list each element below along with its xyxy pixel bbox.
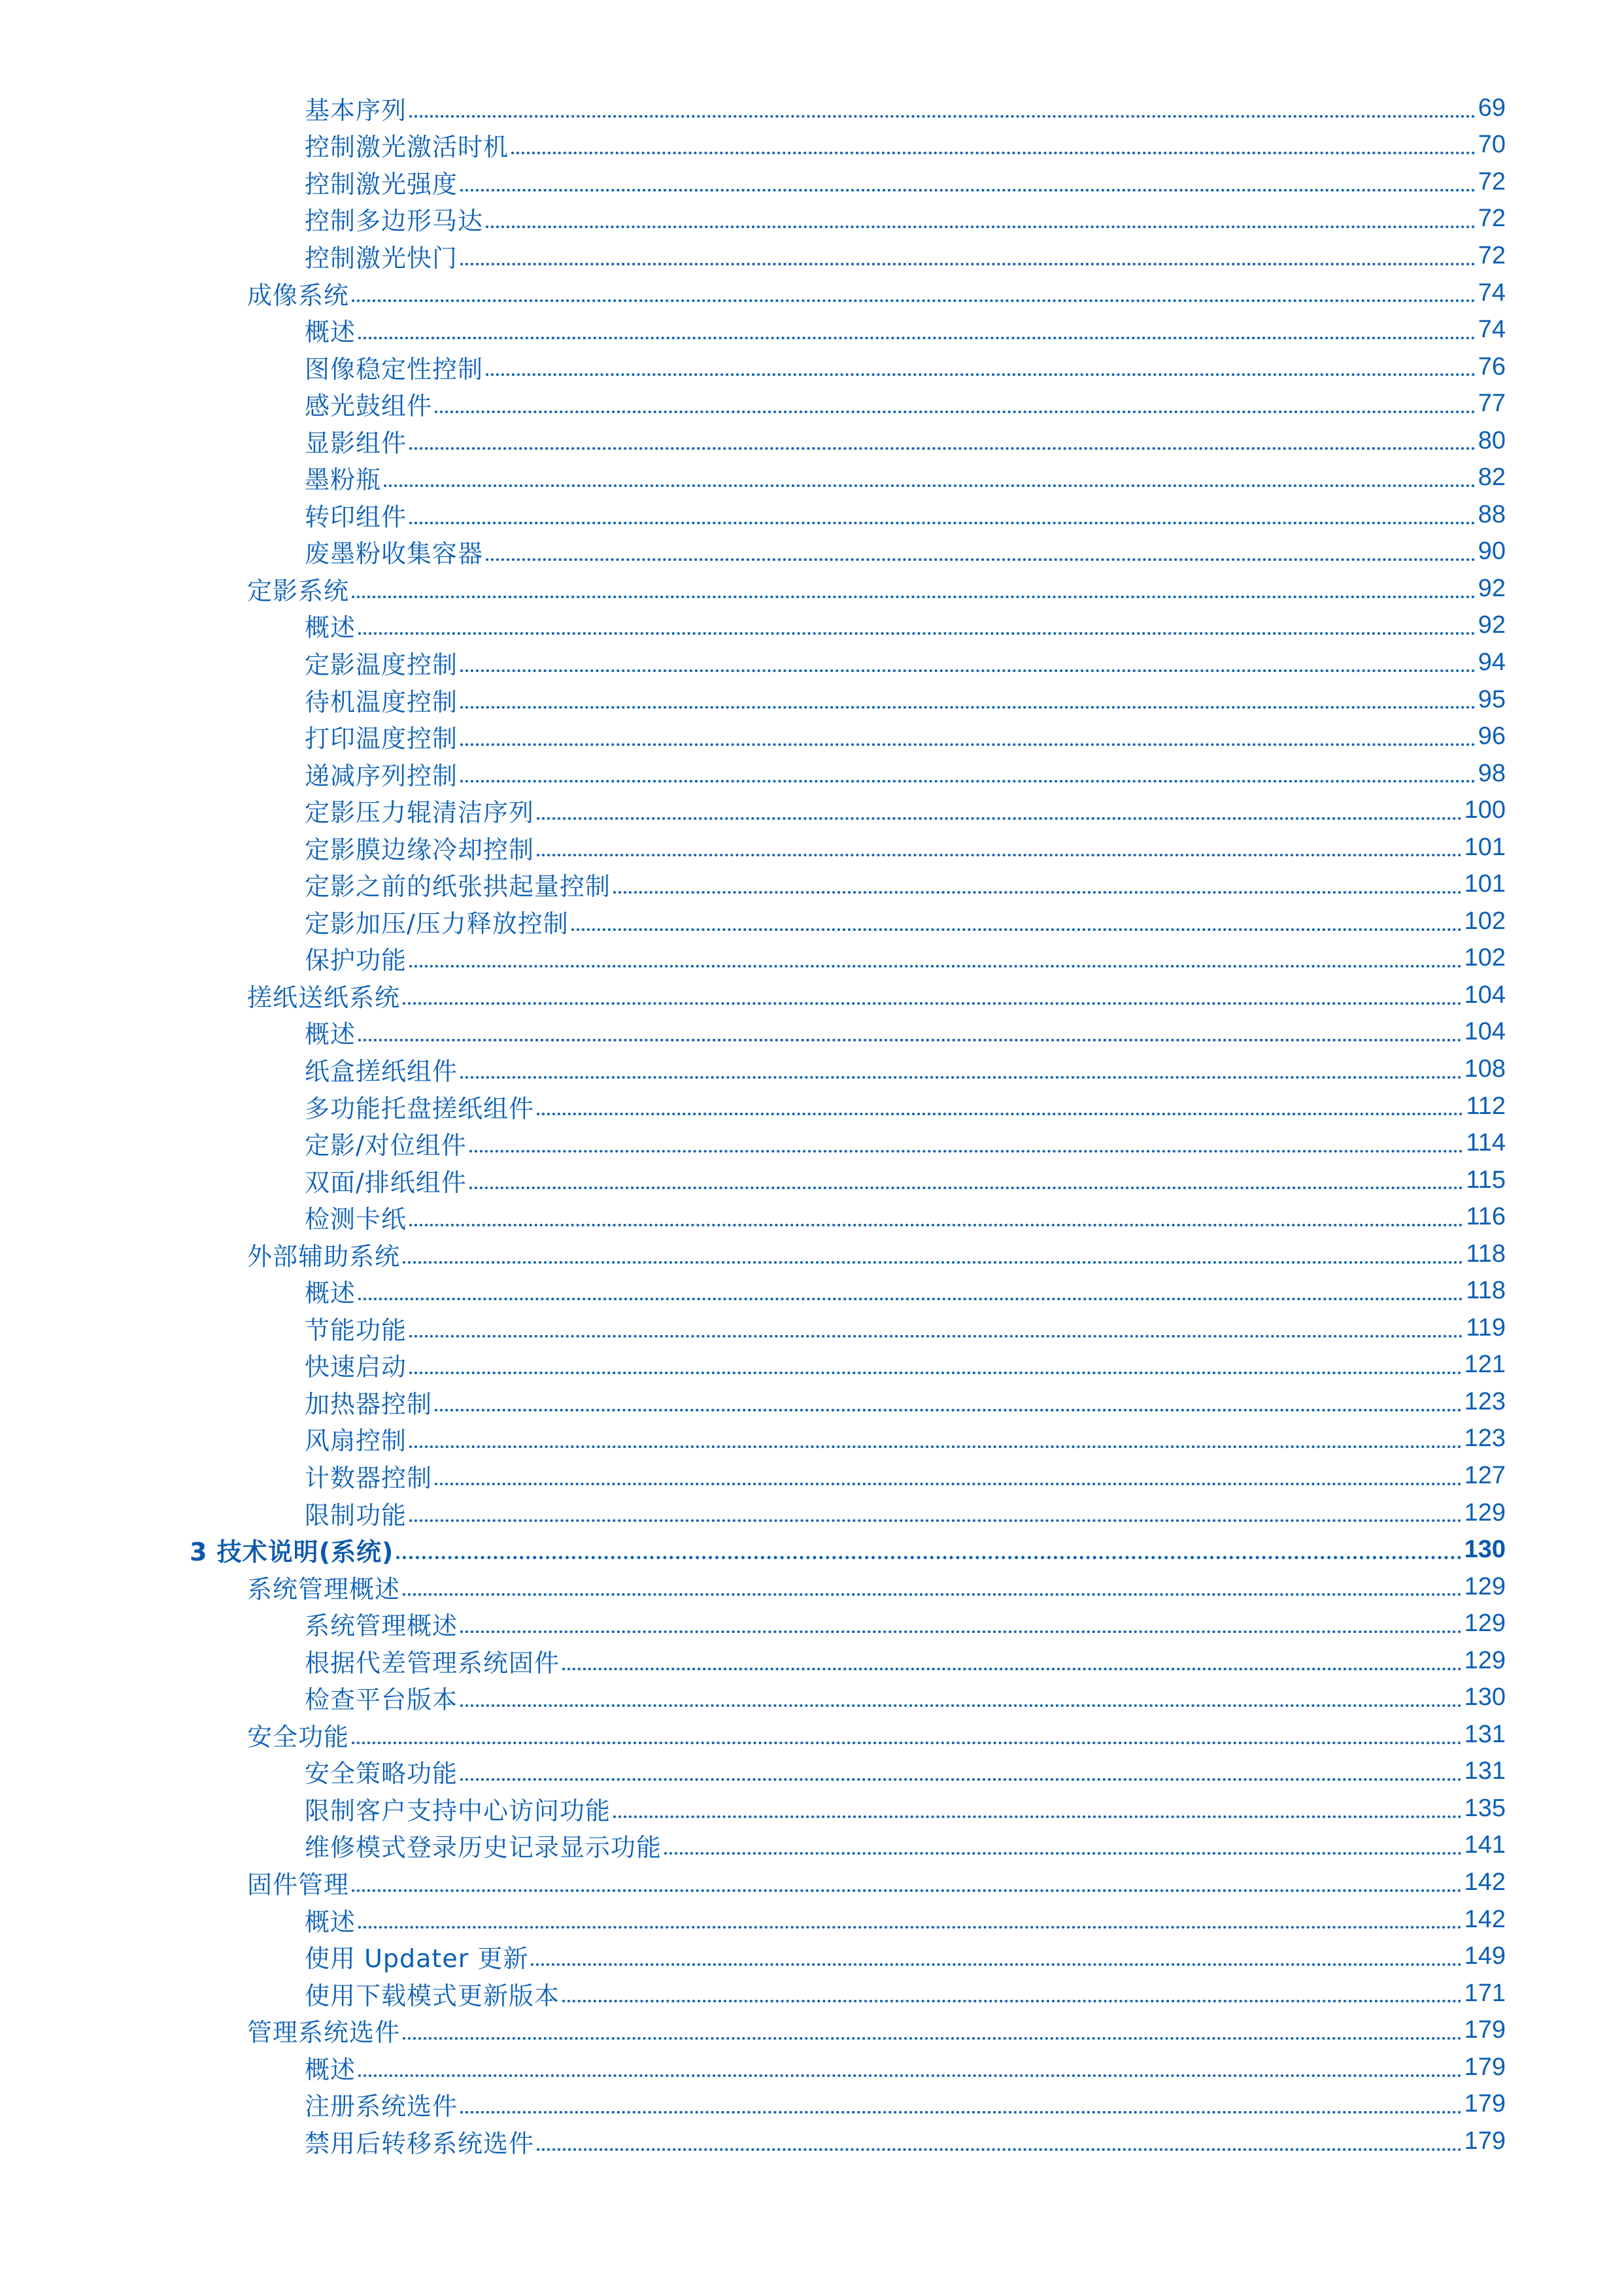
toc-entry-page-number: 69 — [1478, 93, 1506, 122]
toc-entry[interactable] — [0, 201, 1506, 238]
toc-entry-title: 定影/对位组件 — [305, 1131, 467, 1160]
dot-leader — [409, 1224, 1463, 1226]
toc-entry[interactable] — [0, 2049, 1506, 2086]
toc-entry-page-number: 123 — [1464, 1387, 1506, 1415]
toc-entry[interactable] — [0, 570, 1506, 607]
dot-leader — [384, 484, 1476, 487]
toc-entry[interactable] — [0, 1236, 1506, 1273]
toc-entry[interactable] — [0, 1938, 1506, 1975]
toc-entry-title: 控制激光激活时机 — [305, 133, 509, 162]
dot-leader — [486, 558, 1476, 561]
toc-entry-title: 控制多边形马达 — [305, 207, 484, 236]
dot-leader — [460, 2111, 1462, 2114]
toc-entry[interactable] — [0, 1014, 1506, 1051]
toc-entry[interactable] — [0, 866, 1506, 903]
dot-leader — [537, 854, 1462, 856]
toc-entry-title: 感光鼓组件 — [305, 392, 433, 421]
toc-entry[interactable] — [0, 1457, 1506, 1494]
toc-entry[interactable] — [0, 607, 1506, 645]
toc-entry-page-number: 179 — [1464, 2090, 1506, 2118]
dot-leader — [537, 817, 1462, 820]
dot-leader — [409, 1372, 1462, 1374]
toc-entry-title: 显影组件 — [305, 428, 407, 458]
toc-entry-page-number: 102 — [1464, 944, 1506, 972]
toc-entry-title: 打印温度控制 — [305, 724, 458, 754]
toc-entry-title: 检查平台版本 — [305, 1685, 458, 1715]
toc-entry-page-number: 129 — [1464, 1646, 1506, 1674]
dot-leader — [460, 1076, 1462, 1079]
toc-entry-page-number: 119 — [1466, 1313, 1506, 1341]
toc-entry[interactable] — [0, 1309, 1506, 1347]
toc-entry-title: 3 技术说明(系统) — [190, 1538, 394, 1567]
toc-entry-title: 节能功能 — [305, 1315, 407, 1345]
toc-entry-title: 转印组件 — [305, 502, 407, 531]
toc-entry-title: 安全策略功能 — [305, 1759, 458, 1789]
toc-entry-page-number: 121 — [1464, 1351, 1506, 1379]
toc-entry[interactable] — [0, 977, 1506, 1014]
dot-leader — [409, 965, 1462, 968]
toc-entry[interactable] — [0, 1494, 1506, 1532]
toc-entry-page-number: 115 — [1466, 1166, 1506, 1194]
toc-entry[interactable] — [0, 1568, 1506, 1606]
dot-leader — [435, 411, 1476, 413]
toc-entry-page-number: 142 — [1464, 1905, 1506, 1933]
toc-entry-title: 图像稳定性控制 — [305, 354, 484, 384]
dot-leader — [358, 2074, 1462, 2077]
dot-leader — [403, 1261, 1463, 1264]
toc-entry-page-number: 149 — [1464, 1942, 1506, 1970]
toc-entry-title: 递减序列控制 — [305, 761, 458, 790]
toc-entry[interactable] — [0, 1347, 1506, 1384]
toc-entry-title: 使用 Updater 更新 — [305, 1944, 529, 1974]
toc-entry-title: 快速启动 — [305, 1353, 407, 1382]
toc-entry-title: 固件管理 — [247, 1870, 350, 1900]
toc-entry-title: 限制功能 — [305, 1500, 407, 1530]
toc-entry[interactable] — [0, 311, 1506, 348]
dot-leader — [352, 1889, 1462, 1892]
dot-leader — [409, 115, 1476, 118]
toc-entry-page-number: 179 — [1464, 2016, 1506, 2044]
toc-entry[interactable] — [0, 237, 1506, 275]
dot-leader — [358, 632, 1476, 635]
dot-leader — [358, 1926, 1462, 1929]
toc-entry-title: 废墨粉收集容器 — [305, 539, 484, 569]
toc-entry[interactable] — [0, 681, 1506, 718]
toc-entry-title: 限制客户支持中心访问功能 — [305, 1796, 611, 1825]
toc-entry-page-number: 77 — [1478, 390, 1506, 418]
toc-entry-title: 禁用后转移系统选件 — [305, 2129, 535, 2158]
toc-entry[interactable] — [0, 792, 1506, 829]
toc-entry-page-number: 100 — [1464, 796, 1506, 824]
toc-entry-page-number: 92 — [1478, 574, 1506, 602]
toc-entry-title: 概述 — [305, 1907, 356, 1936]
toc-entry-title: 搓纸送纸系统 — [247, 983, 401, 1012]
toc-entry-page-number: 141 — [1464, 1831, 1506, 1859]
dot-leader — [460, 780, 1476, 783]
toc-entry-page-number: 72 — [1478, 205, 1506, 233]
toc-entry-title: 双面/排纸组件 — [305, 1168, 467, 1197]
dot-leader — [537, 2148, 1462, 2151]
toc-entry-page-number: 98 — [1478, 759, 1506, 787]
toc-entry[interactable] — [0, 1975, 1506, 2012]
toc-entry-title: 风扇控制 — [305, 1426, 407, 1456]
toc-entry-title: 概述 — [305, 2055, 356, 2084]
dot-leader — [435, 1483, 1462, 1485]
toc-entry-page-number: 70 — [1478, 131, 1506, 159]
toc-entry[interactable] — [0, 275, 1506, 312]
dot-leader — [469, 1187, 1464, 1189]
dot-leader — [358, 1039, 1462, 1041]
toc-entry-title: 定影系统 — [247, 576, 350, 605]
toc-entry-page-number: 96 — [1478, 722, 1506, 751]
toc-entry[interactable] — [0, 2012, 1506, 2049]
toc-entry-title: 维修模式登录历史记录显示功能 — [305, 1833, 662, 1863]
dot-leader — [409, 522, 1476, 524]
toc-entry-page-number: 101 — [1464, 833, 1506, 861]
table-of-contents — [0, 90, 1624, 2160]
dot-leader — [531, 1963, 1461, 1966]
toc-entry[interactable] — [0, 163, 1506, 201]
toc-entry-title: 安全功能 — [247, 1722, 350, 1751]
toc-entry-title: 控制激光强度 — [305, 169, 458, 199]
dot-leader — [403, 2037, 1462, 2040]
dot-leader — [486, 226, 1476, 228]
toc-entry[interactable] — [0, 90, 1506, 127]
toc-entry[interactable] — [0, 1088, 1506, 1125]
toc-entry[interactable] — [0, 1716, 1506, 1753]
toc-entry-title: 外部辅助系统 — [247, 1241, 401, 1271]
toc-entry[interactable] — [0, 829, 1506, 866]
toc-entry-title: 概述 — [305, 613, 356, 643]
toc-entry[interactable] — [0, 1642, 1506, 1679]
toc-entry-title: 定影之前的纸张拱起量控制 — [305, 872, 611, 902]
toc-entry-page-number: 135 — [1464, 1794, 1506, 1822]
toc-entry-page-number: 104 — [1464, 981, 1506, 1009]
toc-entry[interactable] — [0, 644, 1506, 681]
toc-entry-page-number: 142 — [1464, 1868, 1506, 1897]
toc-entry-title: 待机温度控制 — [305, 687, 458, 717]
toc-entry-title: 定影温度控制 — [305, 650, 458, 679]
toc-entry-title: 使用下载模式更新版本 — [305, 1981, 560, 2010]
toc-entry-title: 定影压力辊清洁序列 — [305, 798, 535, 828]
dot-leader — [358, 1298, 1463, 1300]
dot-leader — [460, 1704, 1462, 1707]
dot-leader — [460, 1630, 1462, 1633]
toc-entry[interactable] — [0, 718, 1506, 755]
toc-entry-page-number: 129 — [1464, 1572, 1506, 1600]
dot-leader — [460, 1778, 1462, 1781]
toc-entry-page-number: 171 — [1464, 1979, 1506, 2007]
toc-entry-title: 管理系统选件 — [247, 2018, 401, 2048]
toc-entry[interactable] — [0, 1162, 1506, 1199]
dot-leader — [460, 743, 1476, 746]
toc-entry-title: 基本序列 — [305, 95, 407, 125]
toc-entry-page-number: 102 — [1464, 907, 1506, 935]
toc-entry[interactable] — [0, 496, 1506, 533]
toc-entry-page-number: 74 — [1478, 278, 1506, 307]
toc-entry[interactable] — [0, 1753, 1506, 1791]
toc-entry-title: 概述 — [305, 318, 356, 347]
dot-leader — [469, 1150, 1464, 1153]
dot-leader — [613, 891, 1462, 894]
dot-leader — [409, 1445, 1462, 1448]
dot-leader — [460, 263, 1476, 265]
toc-entry-page-number: 90 — [1478, 537, 1506, 565]
toc-entry[interactable] — [0, 755, 1506, 792]
toc-entry[interactable] — [0, 940, 1506, 977]
toc-entry-title: 根据代差管理系统固件 — [305, 1648, 560, 1678]
dot-leader — [460, 706, 1476, 709]
toc-entry[interactable] — [0, 422, 1506, 460]
toc-entry-page-number: 116 — [1466, 1203, 1506, 1231]
toc-entry-page-number: 130 — [1464, 1536, 1506, 1564]
toc-entry[interactable] — [0, 2123, 1506, 2160]
dot-leader — [460, 189, 1476, 192]
dot-leader — [409, 1335, 1463, 1338]
toc-entry-title: 检测卡纸 — [305, 1205, 407, 1234]
toc-entry[interactable] — [0, 1531, 1506, 1568]
toc-entry[interactable] — [0, 1421, 1506, 1458]
toc-entry-title: 概述 — [305, 1279, 356, 1308]
dot-leader — [403, 1593, 1462, 1596]
toc-entry[interactable] — [0, 385, 1506, 422]
toc-entry-page-number: 82 — [1478, 464, 1506, 492]
toc-entry-title: 控制激光快门 — [305, 243, 458, 273]
toc-entry-page-number: 72 — [1478, 241, 1506, 269]
dot-leader — [409, 447, 1476, 450]
toc-entry-title: 纸盒搓纸组件 — [305, 1056, 458, 1086]
dot-leader — [511, 152, 1476, 154]
dot-leader — [562, 1668, 1462, 1670]
toc-entry[interactable] — [0, 1273, 1506, 1310]
toc-entry-title: 墨粉瓶 — [305, 465, 382, 495]
toc-entry-page-number: 129 — [1464, 1498, 1506, 1527]
toc-entry-title: 系统管理概述 — [247, 1574, 401, 1604]
toc-entry-page-number: 104 — [1464, 1018, 1506, 1046]
toc-entry[interactable] — [0, 1605, 1506, 1642]
toc-entry[interactable] — [0, 1051, 1506, 1088]
toc-entry-page-number: 92 — [1478, 611, 1506, 639]
toc-entry-page-number: 88 — [1478, 500, 1506, 528]
toc-entry-title: 定影加压/压力释放控制 — [305, 909, 569, 938]
toc-entry[interactable] — [0, 127, 1506, 164]
toc-entry[interactable] — [0, 1790, 1506, 1827]
toc-entry-title: 定影膜边缘冷却控制 — [305, 835, 535, 864]
dot-leader — [537, 1113, 1463, 1115]
toc-entry-page-number: 118 — [1466, 1277, 1506, 1305]
dot-leader — [435, 1409, 1462, 1411]
toc-entry-page-number: 127 — [1464, 1462, 1506, 1489]
toc-entry-page-number: 95 — [1478, 685, 1506, 713]
toc-entry-title: 多功能托盘搓纸组件 — [305, 1094, 535, 1123]
toc-entry-page-number: 72 — [1478, 167, 1506, 195]
toc-entry-page-number: 108 — [1464, 1054, 1506, 1083]
toc-entry-page-number: 76 — [1478, 352, 1506, 380]
toc-entry[interactable] — [0, 533, 1506, 571]
toc-entry-page-number: 114 — [1466, 1129, 1506, 1157]
dot-leader — [396, 1556, 1461, 1559]
dot-leader — [352, 1742, 1462, 1744]
toc-entry[interactable] — [0, 1383, 1506, 1421]
toc-entry-page-number: 123 — [1464, 1425, 1506, 1453]
toc-entry-title: 系统管理概述 — [305, 1611, 458, 1641]
toc-entry-page-number: 74 — [1478, 316, 1506, 344]
toc-entry[interactable] — [0, 903, 1506, 940]
toc-entry[interactable] — [0, 348, 1506, 386]
dot-leader — [486, 373, 1476, 376]
dot-leader — [352, 596, 1476, 598]
toc-entry-page-number: 129 — [1464, 1610, 1506, 1638]
toc-entry-title: 计数器控制 — [305, 1464, 433, 1493]
toc-entry[interactable] — [0, 1827, 1506, 1864]
dot-leader — [571, 928, 1462, 931]
dot-leader — [613, 1815, 1462, 1818]
toc-entry[interactable] — [0, 1124, 1506, 1162]
toc-entry[interactable] — [0, 459, 1506, 496]
toc-entry[interactable] — [0, 2086, 1506, 2123]
toc-entry-page-number: 101 — [1464, 870, 1506, 898]
dot-leader — [358, 337, 1476, 339]
dot-leader — [460, 669, 1476, 672]
dot-leader — [403, 1002, 1462, 1005]
toc-entry-page-number: 80 — [1478, 426, 1506, 454]
toc-entry[interactable] — [0, 1864, 1506, 1901]
toc-entry-title: 成像系统 — [247, 280, 350, 310]
toc-entry-title: 加热器控制 — [305, 1389, 433, 1419]
toc-entry-page-number: 131 — [1464, 1720, 1506, 1748]
toc-entry-title: 保护功能 — [305, 946, 407, 975]
dot-leader — [352, 299, 1476, 302]
toc-entry-page-number: 131 — [1464, 1757, 1506, 1785]
toc-entry-page-number: 179 — [1464, 2053, 1506, 2081]
toc-entry-title: 注册系统选件 — [305, 2092, 458, 2121]
dot-leader — [562, 2000, 1462, 2002]
toc-entry-page-number: 118 — [1466, 1240, 1506, 1268]
toc-entry-page-number: 112 — [1466, 1092, 1506, 1120]
toc-entry-page-number: 94 — [1478, 648, 1506, 676]
dot-leader — [409, 1519, 1462, 1522]
dot-leader — [664, 1852, 1462, 1855]
toc-entry[interactable] — [0, 1679, 1506, 1717]
toc-entry-page-number: 179 — [1464, 2127, 1506, 2155]
toc-entry[interactable] — [0, 1198, 1506, 1236]
toc-entry-title: 概述 — [305, 1020, 356, 1049]
toc-entry[interactable] — [0, 1901, 1506, 1938]
toc-entry-page-number: 130 — [1464, 1683, 1506, 1712]
